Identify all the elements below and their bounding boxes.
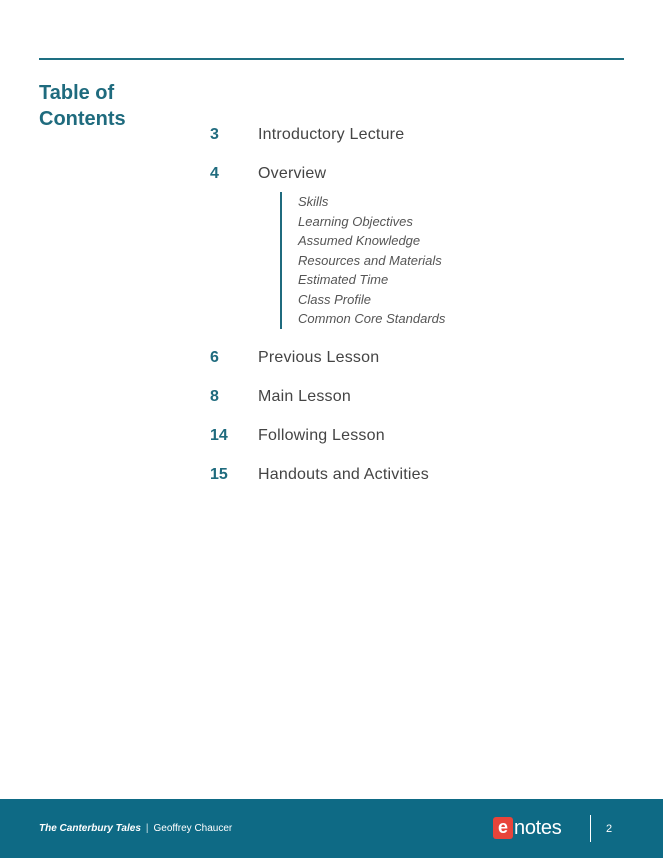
footer-separator: | xyxy=(145,823,149,834)
toc-entry-introductory-lecture[interactable] xyxy=(210,123,630,147)
page-title xyxy=(39,80,126,132)
toc-subitem-skills[interactable]: Skills xyxy=(298,194,329,209)
toc-subitem-estimated-time[interactable]: Estimated Time xyxy=(298,272,389,287)
toc-title: Main Lesson xyxy=(258,387,351,405)
page-title-line-2: Contents xyxy=(39,108,126,130)
footer-book-title: The Canterbury Tales xyxy=(39,823,141,834)
footer-book-info xyxy=(39,822,232,836)
page-number: 2 xyxy=(606,823,613,835)
toc-page-number: 3 xyxy=(210,126,219,143)
footer-author: Geoffrey Chaucer xyxy=(153,823,233,834)
page-footer xyxy=(0,799,663,858)
top-divider xyxy=(39,58,624,60)
toc-subitem-class-profile[interactable]: Class Profile xyxy=(298,291,371,307)
toc-title: Overview xyxy=(258,165,327,182)
toc-subitem-learning-objectives[interactable]: Learning Objectives xyxy=(298,213,413,229)
toc-page-number: 4 xyxy=(210,165,219,182)
page-title-line-1: Table of xyxy=(39,82,115,104)
toc-subitem-assumed-knowledge[interactable]: Assumed Knowledge xyxy=(298,233,421,248)
table-of-contents xyxy=(210,123,630,487)
toc-page-number: 8 xyxy=(210,387,219,405)
toc-entry-main-lesson[interactable] xyxy=(210,385,630,409)
toc-subitem-resources-and-materials[interactable]: Resources and Materials xyxy=(298,252,442,268)
toc-entry-following-lesson[interactable] xyxy=(210,424,630,448)
enotes-logo xyxy=(493,817,561,839)
toc-entry-handouts-and-activities[interactable] xyxy=(210,463,630,487)
enotes-logo-mark: e xyxy=(493,817,513,839)
toc-page-number: 14 xyxy=(210,426,228,444)
toc-title: Previous Lesson xyxy=(258,348,380,366)
toc-entry-overview[interactable] xyxy=(210,162,630,186)
toc-page-number: 6 xyxy=(210,348,219,366)
toc-page-number: 15 xyxy=(210,465,228,483)
toc-title: Following Lesson xyxy=(258,426,385,444)
footer-divider xyxy=(590,815,591,842)
toc-title: Handouts and Activities xyxy=(258,465,429,483)
toc-title: Introductory Lecture xyxy=(258,126,405,143)
toc-subitem-common-core-standards[interactable]: Common Core Standards xyxy=(298,311,446,326)
enotes-logo-text: notes xyxy=(514,817,562,839)
toc-entry-previous-lesson[interactable] xyxy=(210,346,630,370)
overview-subsection-list xyxy=(280,192,630,329)
